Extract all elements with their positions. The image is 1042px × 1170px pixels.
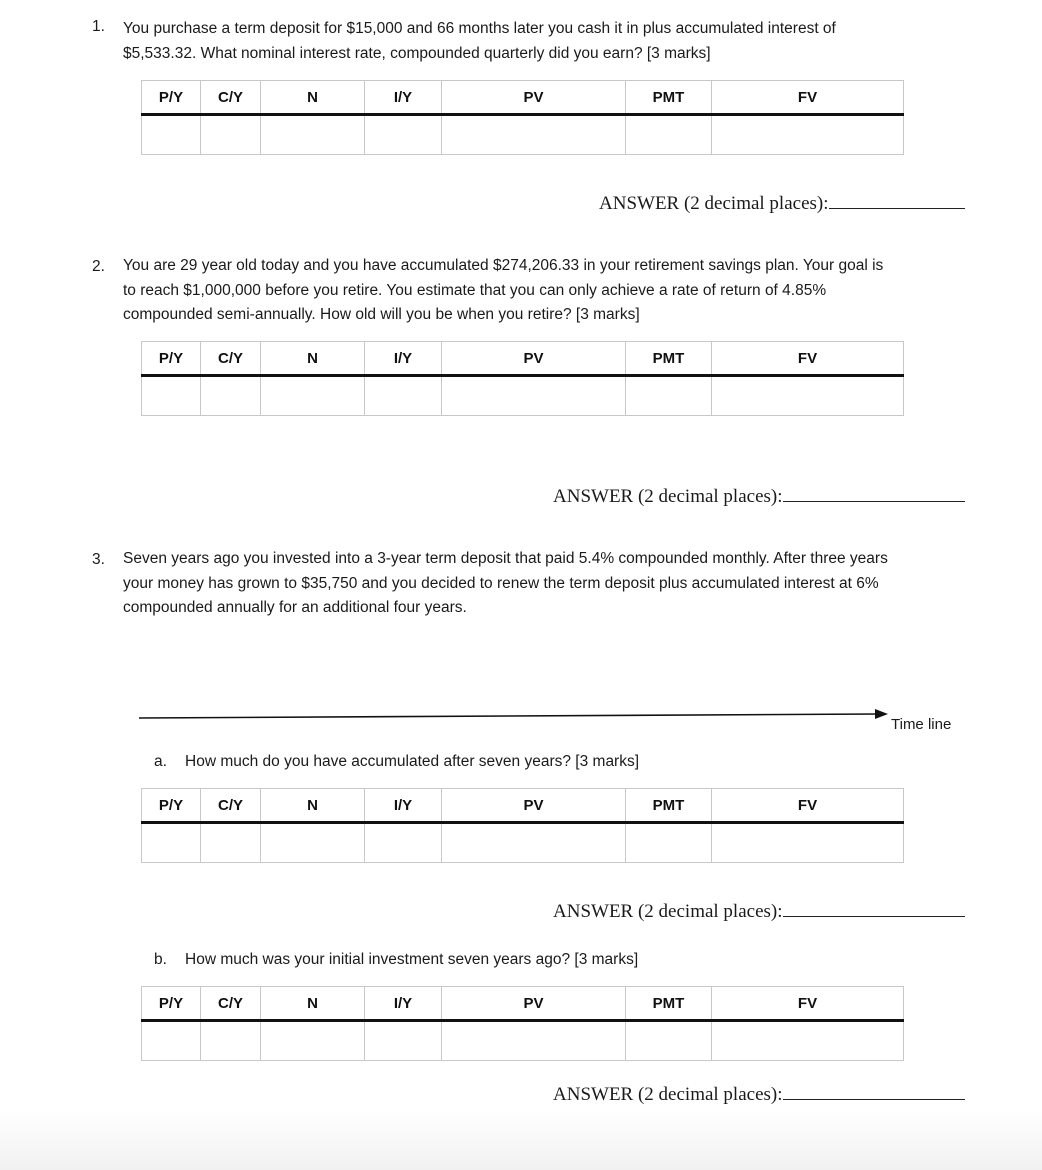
cell-pmt[interactable] — [626, 1021, 712, 1061]
header-pv: PV — [442, 342, 626, 376]
q3b-answer — [553, 1084, 965, 1106]
answer-blank[interactable] — [783, 1098, 965, 1100]
cell-fv[interactable] — [712, 376, 904, 416]
q3a-letter: a. — [154, 753, 167, 770]
header-iy: I/Y — [365, 789, 442, 823]
header-pv: PV — [442, 789, 626, 823]
header-cy: C/Y — [201, 342, 261, 376]
cell-n[interactable] — [261, 1021, 365, 1061]
cell-iy[interactable] — [365, 1021, 442, 1061]
cell-cy[interactable] — [201, 823, 261, 863]
cell-pmt[interactable] — [626, 115, 712, 155]
q2-line1: You are 29 year old today and you have accumulated $274,206.33 in your retirement savings plan. Your goal is — [123, 257, 884, 274]
q2-text — [123, 254, 883, 328]
q3a-text: How much do you have accumulated after seven years? [3 marks] — [185, 753, 640, 770]
q3-line3: compounded annually for an additional four years. — [123, 599, 467, 616]
q2-line2: to reach $1,000,000 before you retire. You estimate that you can only achieve a rate of return of 4.85% — [123, 281, 827, 299]
cell-fv[interactable] — [712, 1021, 904, 1061]
cell-pmt[interactable] — [626, 823, 712, 863]
header-cy: C/Y — [201, 789, 261, 823]
page-bottom-shade — [0, 1110, 1042, 1170]
timeline-arrow — [136, 706, 892, 724]
header-n: N — [261, 987, 365, 1021]
q3-line2: your money has grown to $35,750 and you decided to renew the term deposit plus accumulated interest at 6% — [123, 574, 879, 592]
cell-pv[interactable] — [442, 823, 626, 863]
header-pmt: PMT — [626, 987, 712, 1021]
q1-line2: $5,533.32. What nominal interest rate, compounded quarterly did you earn? [3 marks] — [123, 44, 711, 62]
cell-n[interactable] — [261, 115, 365, 155]
answer-blank[interactable] — [829, 207, 965, 209]
q3b-letter: b. — [154, 951, 167, 968]
cell-pv[interactable] — [442, 1021, 626, 1061]
q3-text — [123, 547, 888, 621]
q1-answer — [599, 193, 965, 215]
header-n: N — [261, 81, 365, 115]
header-fv: FV — [712, 81, 904, 115]
cell-py[interactable] — [142, 115, 201, 155]
q2-number: 2. — [92, 258, 105, 275]
answer-blank[interactable] — [783, 500, 965, 502]
q2-tvm-table — [141, 341, 904, 416]
header-iy: I/Y — [365, 81, 442, 115]
q2-answer — [553, 486, 965, 508]
q3b-text: How much was your initial investment seven years ago? [3 marks] — [185, 951, 639, 968]
answer-label: ANSWER (2 decimal places): — [599, 193, 829, 214]
cell-cy[interactable] — [201, 1021, 261, 1061]
q1-text — [123, 17, 836, 66]
cell-fv[interactable] — [712, 823, 904, 863]
header-cy: C/Y — [201, 81, 261, 115]
cell-pv[interactable] — [442, 115, 626, 155]
timeline-line — [139, 714, 878, 718]
q3-number: 3. — [92, 551, 105, 568]
answer-label: ANSWER (2 decimal places): — [553, 901, 783, 922]
header-pmt: PMT — [626, 342, 712, 376]
header-py: P/Y — [142, 789, 201, 823]
header-n: N — [261, 789, 365, 823]
cell-iy[interactable] — [365, 823, 442, 863]
cell-pmt[interactable] — [626, 376, 712, 416]
cell-cy[interactable] — [201, 115, 261, 155]
q1-number: 1. — [92, 18, 105, 35]
q2-line3: compounded semi-annually. How old will you be when you retire? [3 marks] — [123, 306, 640, 323]
cell-iy[interactable] — [365, 376, 442, 416]
cell-iy[interactable] — [365, 115, 442, 155]
answer-blank[interactable] — [783, 915, 965, 917]
cell-pv[interactable] — [442, 376, 626, 416]
answer-label: ANSWER (2 decimal places): — [553, 1084, 783, 1105]
header-cy: C/Y — [201, 987, 261, 1021]
header-py: P/Y — [142, 987, 201, 1021]
header-pmt: PMT — [626, 789, 712, 823]
cell-py[interactable] — [142, 823, 201, 863]
cell-n[interactable] — [261, 823, 365, 863]
q3a-answer — [553, 901, 965, 923]
q1-tvm-table — [141, 80, 904, 155]
timeline-label: Time line — [891, 716, 952, 733]
cell-py[interactable] — [142, 1021, 201, 1061]
q1-line1: You purchase a term deposit for $15,000 and 66 months later you cash it in plus accumulated interest of — [123, 20, 836, 37]
q3-line1: Seven years ago you invested into a 3-year term deposit that paid 5.4% compounded monthly. After three years — [123, 550, 888, 567]
cell-fv[interactable] — [712, 115, 904, 155]
header-pv: PV — [442, 81, 626, 115]
header-fv: FV — [712, 342, 904, 376]
cell-py[interactable] — [142, 376, 201, 416]
answer-label: ANSWER (2 decimal places): — [553, 486, 783, 507]
header-pmt: PMT — [626, 81, 712, 115]
header-n: N — [261, 342, 365, 376]
header-iy: I/Y — [365, 987, 442, 1021]
header-fv: FV — [712, 789, 904, 823]
header-iy: I/Y — [365, 342, 442, 376]
header-py: P/Y — [142, 81, 201, 115]
timeline-arrowhead — [875, 709, 888, 719]
q3b-tvm-table — [141, 986, 904, 1061]
header-py: P/Y — [142, 342, 201, 376]
cell-n[interactable] — [261, 376, 365, 416]
q3a-tvm-table — [141, 788, 904, 863]
header-fv: FV — [712, 987, 904, 1021]
header-pv: PV — [442, 987, 626, 1021]
cell-cy[interactable] — [201, 376, 261, 416]
